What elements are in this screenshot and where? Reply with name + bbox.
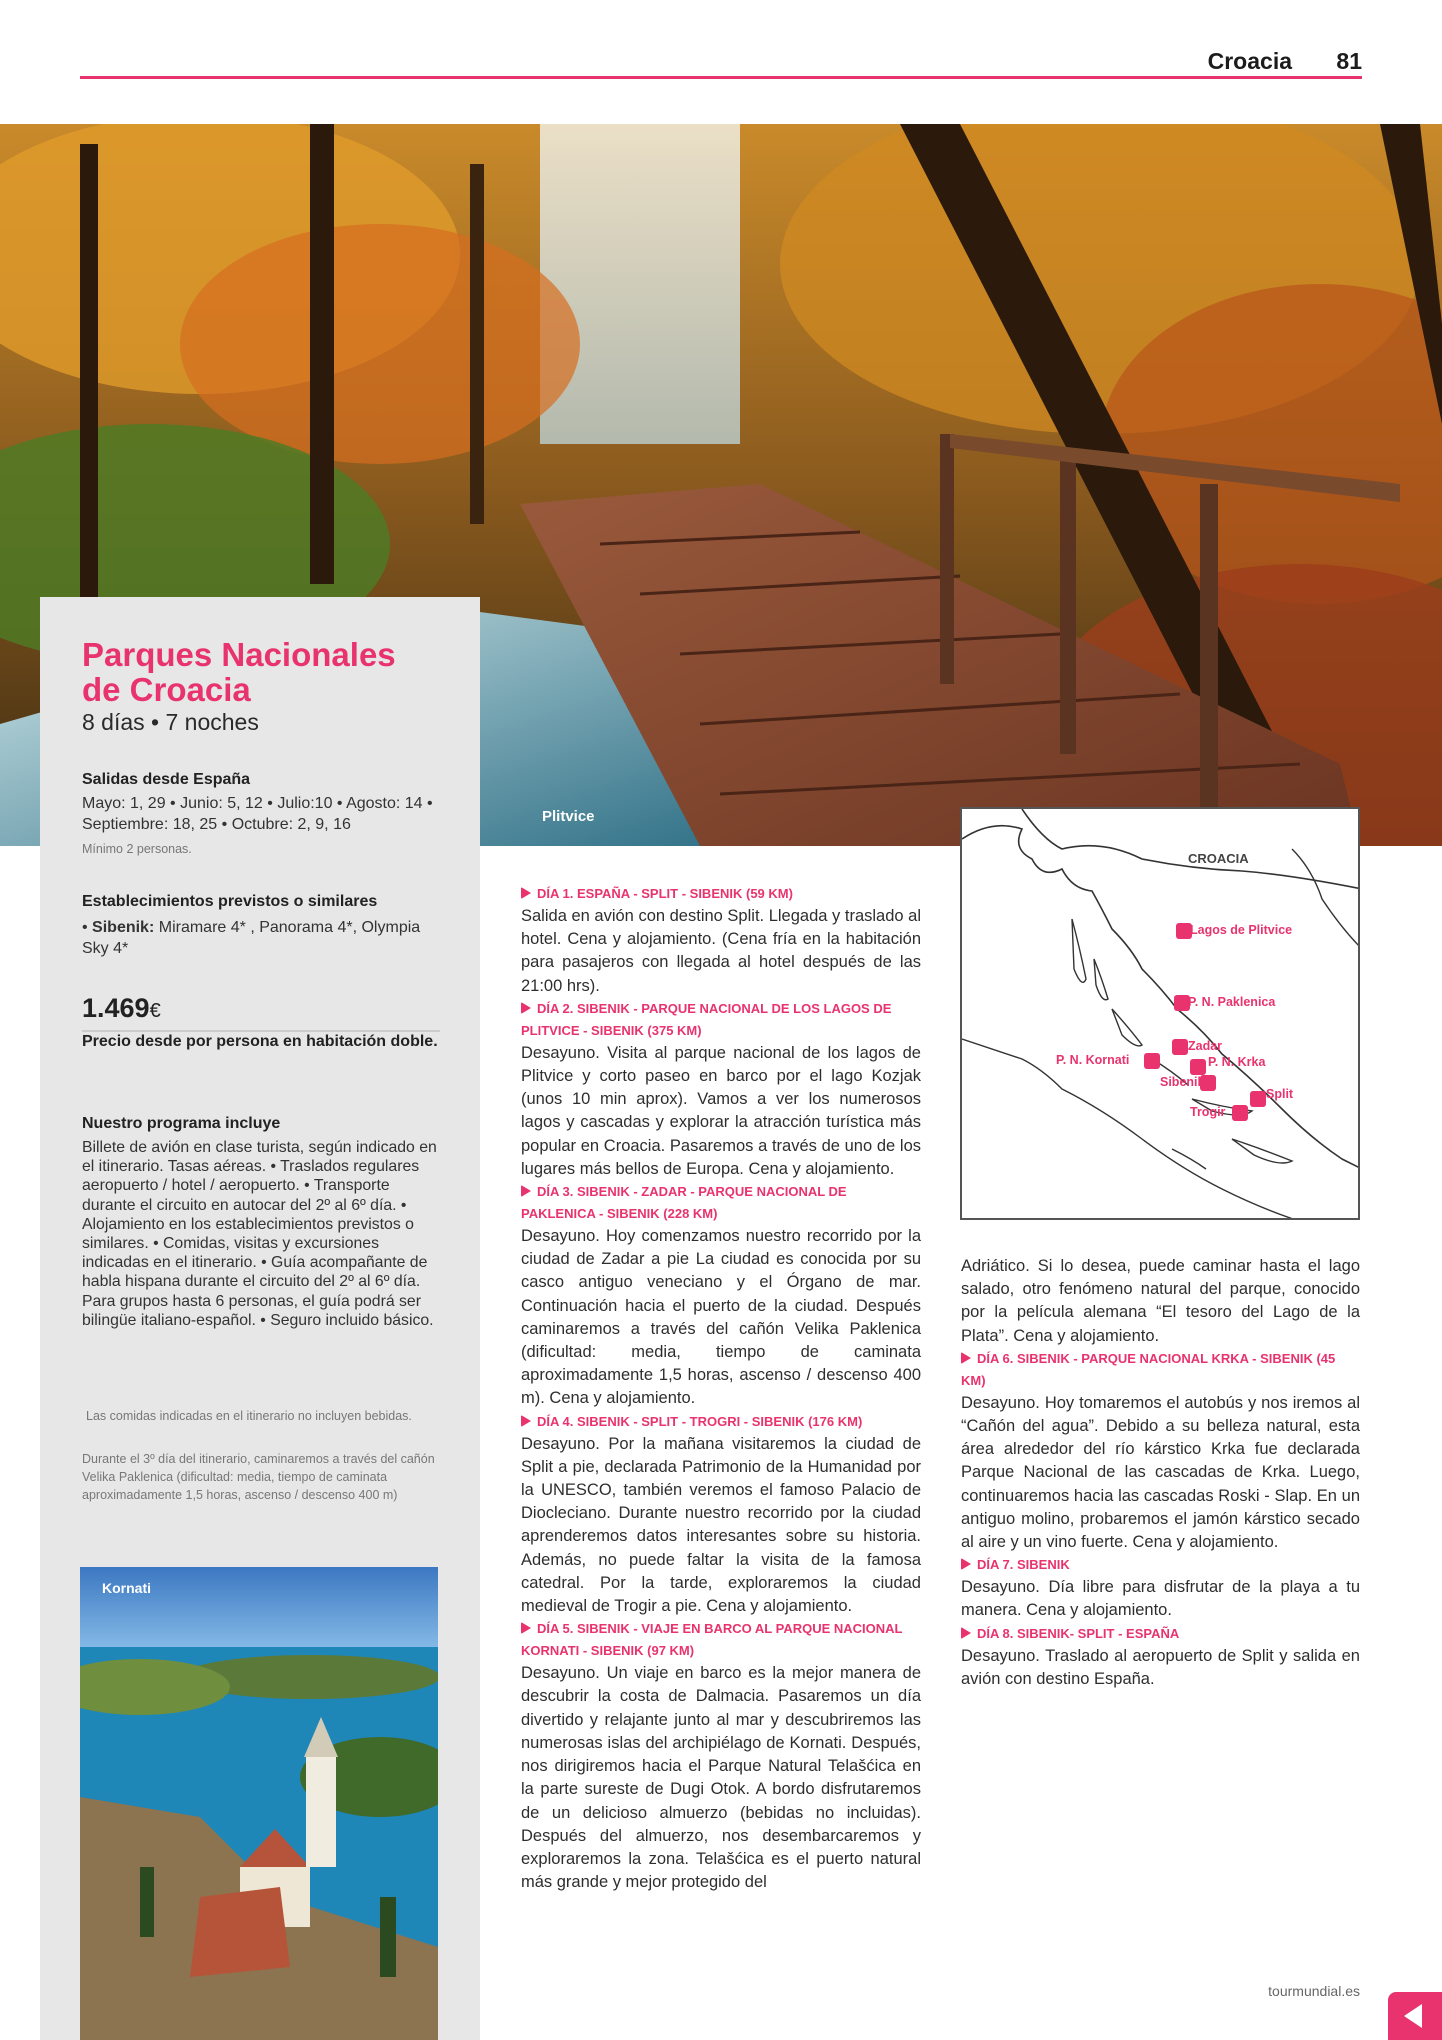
triangle-bullet-icon xyxy=(961,1558,971,1570)
map-label-zadar: Zadar xyxy=(1188,1039,1223,1053)
map-label-paklenica: P. N. Paklenica xyxy=(1188,995,1276,1009)
day-5-heading xyxy=(521,1618,921,1662)
itinerary-column-2 xyxy=(961,1255,1360,1691)
triangle-bullet-icon xyxy=(961,1352,971,1364)
day-4-title: DÍA 4. SIBENIK - SPLIT - TROGRI - SIBENIK (176 KM) xyxy=(537,1413,863,1429)
map-pin-kornati xyxy=(1144,1053,1160,1069)
day-5-continued: Adriático. Si lo desea, puede caminar hasta el lago salado, otro fenómeno natural del parque, conocido por la película alemana “El tesoro del Lago de la Plata”. Cena y alojamiento. xyxy=(961,1257,1360,1345)
min-people: Mínimo 2 personas. xyxy=(82,842,192,856)
hotels-text: Miramare 4* , Panorama 4*, Olympia Sky 4* xyxy=(82,919,421,957)
day-2-title: DÍA 2. SIBENIK - PARQUE NACIONAL DE LOS LAGOS DE PLITVICE - SIBENIK (375 KM) xyxy=(521,1000,892,1038)
note-meals: Las comidas indicadas en el itinerario no incluyen bebidas. xyxy=(86,1409,412,1423)
day-5-title: DÍA 5. SIBENIK - VIAJE EN BARCO AL PARQUE NACIONAL KORNATI - SIBENIK (97 KM) xyxy=(521,1621,903,1659)
day-3-heading xyxy=(521,1181,921,1225)
back-button[interactable] xyxy=(1388,1992,1442,2040)
day-7-text: Desayuno. Día libre para disfrutar de la playa a tu manera. Cena y alojamiento. xyxy=(961,1578,1360,1620)
day-4-text: Desayuno. Por la mañana visitaremos la ciudad de Split a pie, declarada Patrimonio de la Humanidad por la UNESCO, también veremos el famoso Palacio de Diocleciano. Durante nuestro recorrido por la ciudad aprenderemos datos interesantes sobre su historia. Además, no puede faltar la visita de la famosa catedral. Por la tarde, exploraremos la ciudad medieval de Trogir a pie. Cena y alojamiento. xyxy=(521,1434,921,1616)
price-currency: € xyxy=(149,1000,161,1022)
note-hike: Durante el 3º día del itinerario, caminaremos a través del cañón Velika Paklenica (dificultad: media, tiempo de caminata aproximadamente 1,5 horas, ascenso / descenso 400 m) xyxy=(82,1452,435,1502)
map-pin-split xyxy=(1250,1091,1266,1107)
map-label-kornati: P. N. Kornati xyxy=(1056,1053,1130,1067)
day-7 xyxy=(961,1554,1360,1622)
map-label-trogir: Trogir xyxy=(1190,1105,1226,1119)
triangle-bullet-icon xyxy=(521,1002,531,1014)
day-8-title: DÍA 8. SIBENIK- SPLIT - ESPAÑA xyxy=(977,1625,1180,1641)
departures-text: Mayo: 1, 29 • Junio: 5, 12 • Julio:10 • Agosto: 14 • Septiembre: 18, 25 • Octubre: 2, 9, 16 xyxy=(82,795,433,833)
day-6-title: DÍA 6. SIBENIK - PARQUE NACIONAL KRKA - SIBENIK (45 KM) xyxy=(961,1350,1336,1388)
day-7-heading xyxy=(961,1554,1360,1576)
day-6 xyxy=(961,1348,1360,1554)
hero-caption: Plitvice xyxy=(542,808,595,825)
price-description: Precio desde por persona en habitación doble. xyxy=(82,1033,438,1050)
day-8 xyxy=(961,1623,1360,1691)
price-value: 1.469 xyxy=(82,993,150,1023)
includes-heading: Nuestro programa incluye xyxy=(82,1115,281,1132)
page-number: 81 xyxy=(1336,48,1362,74)
hotels-list: • Sibenik: Miramare 4* , Panorama 4*, Olympia Sky 4* xyxy=(82,919,421,957)
map-pin-krka xyxy=(1190,1059,1206,1075)
day-3-text: Desayuno. Hoy comenzamos nuestro recorrido por la ciudad de Zadar a pie La ciudad es conocida por su casco antiguo veneciano y el Órgano de mar. Continuación hacia el puerto de la ciudad. Después caminaremos a través del cañón Velika Paklenica (dificultad: media, tiempo de caminata aproximadamente 1,5 horas, ascenso / descenso 400 m). Cena y alojamiento. xyxy=(521,1227,921,1408)
day-1-title: DÍA 1. ESPAÑA - SPLIT - SIBENIK (59 KM) xyxy=(537,886,793,901)
kornati-caption: Kornati xyxy=(102,1580,151,1596)
trip-title-line1: Parques Nacionales xyxy=(82,636,396,673)
map-pin-zadar xyxy=(1172,1039,1188,1055)
trip-title xyxy=(82,637,442,707)
day-5-text: Desayuno. Un viaje en barco es la mejor manera de descubrir la costa de Dalmacia. Pasaremos un día divertido y relajante junto al mar y descubriremos las numerosas islas del archipiélago de Kornati. Después, nos dirigiremos hacia el Parque Natural Telašćica en la parte sureste de Dugi Otok. A bordo disfrutaremos de un delicioso almuerzo (bebidas no incluidas). Después del almuerzo, nos desembarcaremos y exploraremos la zona. Telašćica es el puerto natural más grande y mejor protegido del xyxy=(521,1664,921,1892)
croatia-map xyxy=(960,807,1360,1220)
trip-duration: 8 días • 7 noches xyxy=(82,709,259,735)
map-pin-trogir xyxy=(1232,1105,1248,1121)
day-2-text: Desayuno. Visita al parque nacional de los lagos de Plitvice y corto paseo en barco por el lago Kozjak (unos 10 min aprox). Vamos a ver los numerosos lagos y cascadas y explorar la atracción turística más popular en Croacia. Pasaremos a través de uno de los lugares más bellos de Europa. Cena y alojamiento. xyxy=(521,1043,921,1178)
day-6-text: Desayuno. Hoy tomaremos el autobús y nos iremos al “Cañón del agua”. Debido a su belleza natural, esta área alrededor del río kárstico Krka fue declarada Parque Nacional de las cascadas de Krka. Luego, continuaremos hacia las cascadas Roski - Slap. En un antiguo molino, probaremos el jamón kárstico secado al aire y un vino fuerte. Cena y alojamiento. xyxy=(961,1393,1360,1552)
day-2-heading xyxy=(521,998,921,1042)
day-8-heading xyxy=(961,1623,1360,1645)
header-country: Croacia xyxy=(1207,48,1292,74)
includes-text: Billete de avión en clase turista, según indicado en el itinerario. Tasas aéreas. • Traslados regulares aeropuerto / hotel / aeropuerto. • Transporte durante el circuito en autocar del 2º al 6º día. • Alojamiento en los establecimientos previstos o similares. • Comidas, visitas y excursiones indicadas en el itinerario. • Guía acompañante de habla hispana durante el circuito del 2º al 6º día. Para grupos hasta 6 personas, el guía podrá ser bilingüe italiano-español. • Seguro incluido básico. xyxy=(82,1139,437,1329)
trip-title-line2: de Croacia xyxy=(82,671,251,708)
hotels-city: Sibenik: xyxy=(92,919,155,936)
footer-website: tourmundial.es xyxy=(1268,1983,1360,1999)
day-4 xyxy=(521,1411,921,1619)
day-2 xyxy=(521,998,921,1181)
day-5 xyxy=(521,1618,921,1894)
map-label-krka: P. N. Krka xyxy=(1208,1055,1266,1069)
page-header xyxy=(80,44,1362,80)
triangle-bullet-icon xyxy=(521,1185,531,1197)
price xyxy=(82,993,442,1024)
map-country-label: CROACIA xyxy=(1188,851,1249,866)
triangle-bullet-icon xyxy=(961,1627,971,1639)
day-4-heading xyxy=(521,1411,921,1433)
day-1 xyxy=(521,883,921,998)
day-6-heading xyxy=(961,1348,1360,1392)
triangle-bullet-icon xyxy=(521,1415,531,1427)
day-8-text: Desayuno. Traslado al aeropuerto de Split y salida en avión con destino España. xyxy=(961,1646,1360,1688)
day-3 xyxy=(521,1181,921,1411)
departures-heading: Salidas desde España xyxy=(82,771,251,788)
kornati-photo xyxy=(80,1567,438,2040)
map-label-plitvice: Lagos de Plitvice xyxy=(1190,923,1293,937)
triangle-bullet-icon xyxy=(521,887,531,899)
day-1-text: Salida en avión con destino Split. Llegada y traslado al hotel. Cena y alojamiento. (Cena fría en la habitación para pasajeros con llegada al hotel después de las 21:00 hrs). xyxy=(521,907,921,995)
triangle-bullet-icon xyxy=(521,1622,531,1634)
itinerary-column-1 xyxy=(521,883,921,1894)
map-label-split: Split xyxy=(1266,1087,1294,1101)
day-7-title: DÍA 7. SIBENIK xyxy=(977,1557,1070,1573)
day-3-title: DÍA 3. SIBENIK - ZADAR - PARQUE NACIONAL DE PAKLENICA - SIBENIK (228 KM) xyxy=(521,1184,847,1222)
header-divider xyxy=(80,76,1362,79)
back-arrow-icon xyxy=(1404,2004,1422,2028)
map-label-sibenik: Sibenik xyxy=(1160,1075,1205,1089)
day-1-heading xyxy=(521,883,921,905)
hotels-heading: Establecimientos previstos o similares xyxy=(82,893,378,910)
